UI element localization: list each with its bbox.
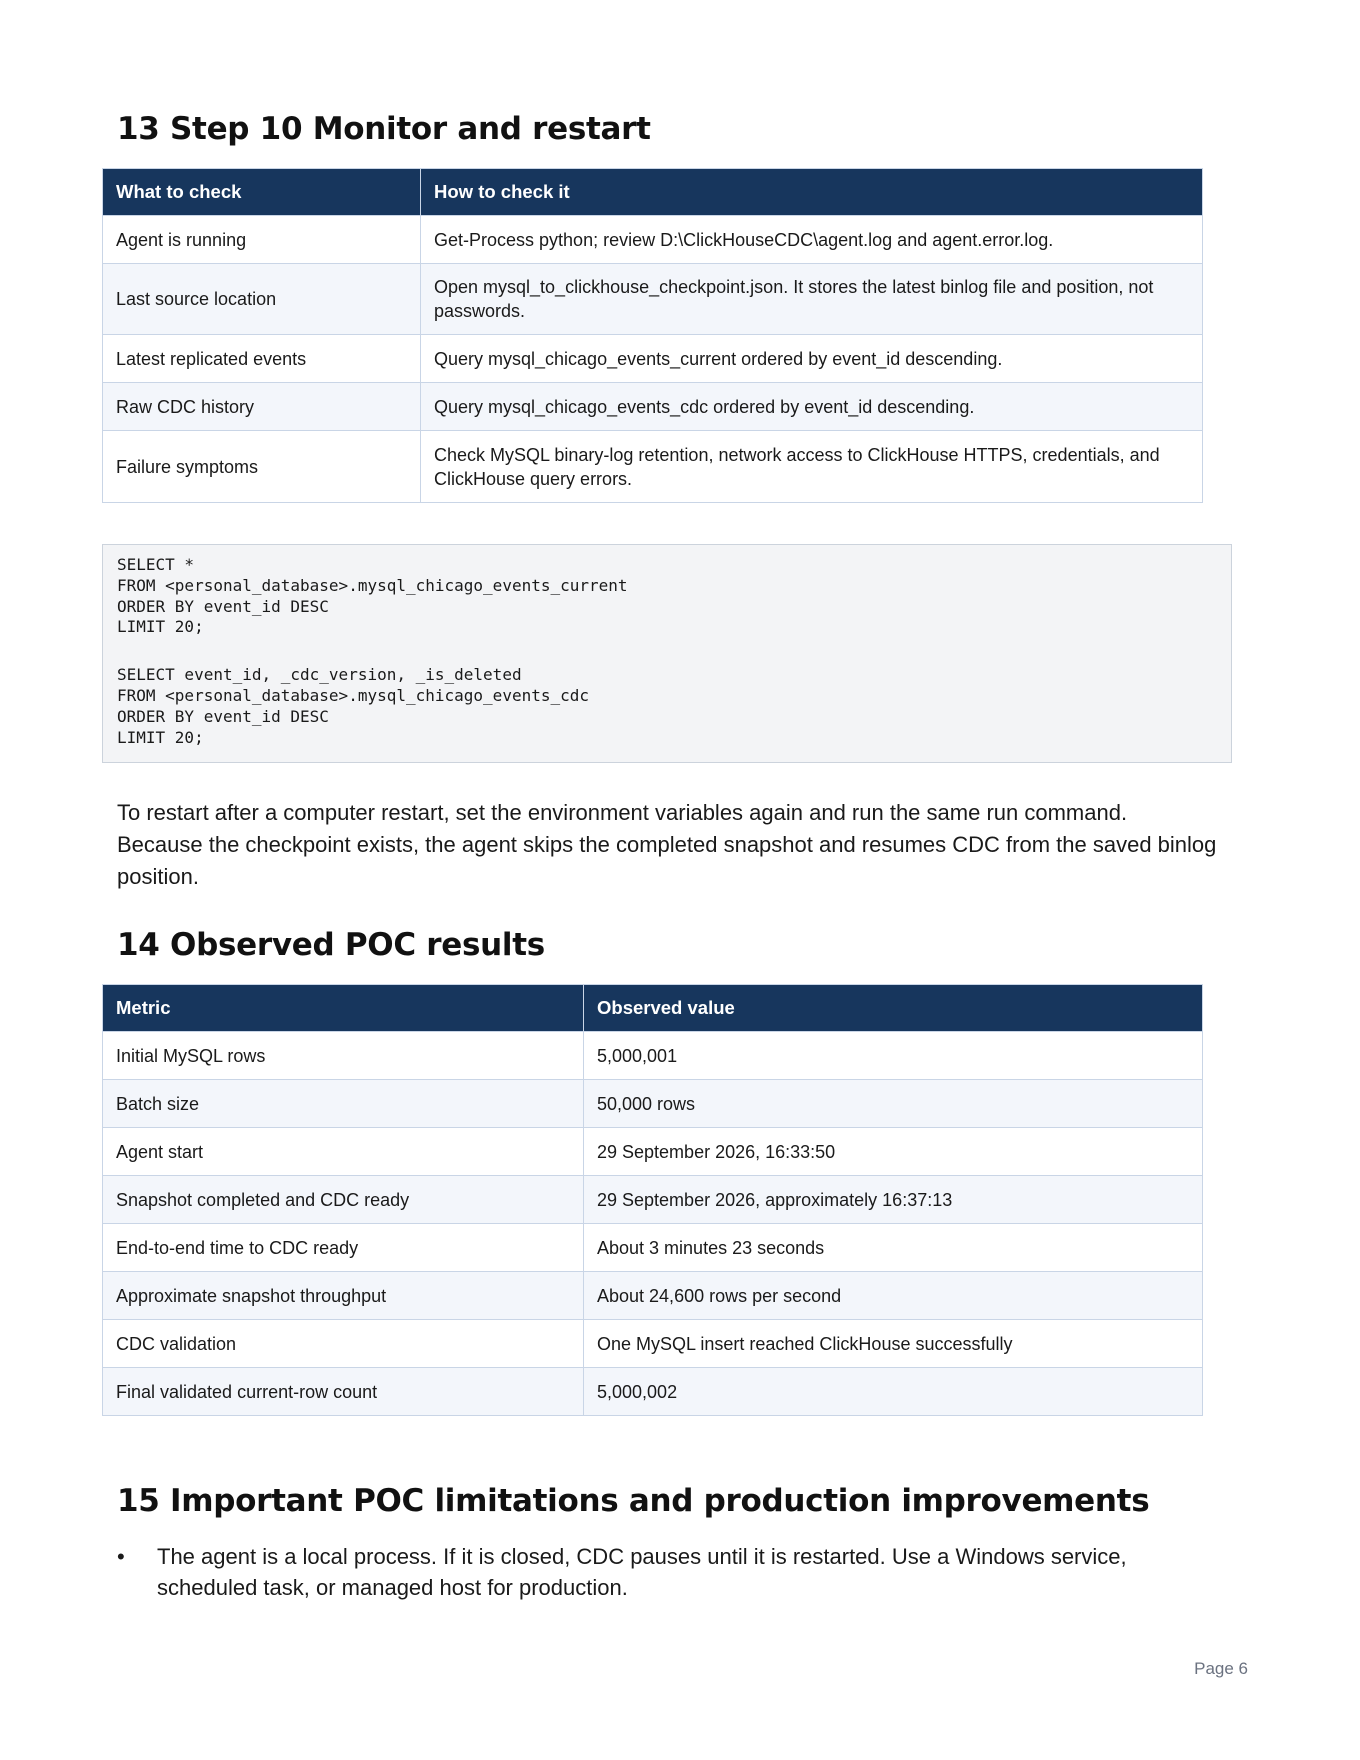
table-cell: Batch size	[103, 1080, 584, 1128]
table-cell: About 24,600 rows per second	[584, 1272, 1203, 1320]
table-cell: 5,000,002	[584, 1368, 1203, 1416]
table-row	[103, 1224, 1203, 1272]
table-row	[103, 383, 1203, 431]
table-cell: 29 September 2026, approximately 16:37:13	[584, 1176, 1203, 1224]
code-line: ORDER BY event_id DESC	[117, 596, 329, 616]
code-line: SELECT event_id, _cdc_version, _is_deleted	[117, 665, 522, 685]
table-row	[103, 1272, 1203, 1320]
restart-paragraph: To restart after a computer restart, set the environment variables again and run the same run command. Because the checkpoint exists, the agent skips the completed snapshot and resumes CDC from the saved binlog position.	[117, 800, 1217, 889]
table-row	[103, 1032, 1203, 1080]
table-cell: Last source location	[103, 264, 421, 335]
bullet-icon: •	[117, 1544, 125, 1569]
section-15-heading: 15 Important POC limitations and production improvements	[117, 1483, 1150, 1519]
results-table	[102, 984, 1203, 1416]
results-header-value: Observed value	[584, 985, 1203, 1032]
list-item	[117, 1541, 1197, 1603]
page-number: Page 6	[1194, 1659, 1248, 1678]
table-cell: End-to-end time to CDC ready	[103, 1224, 584, 1272]
table-row	[103, 1368, 1203, 1416]
code-line: SELECT *	[117, 555, 195, 574]
limitations-list	[117, 1541, 1197, 1603]
table-row	[103, 1080, 1203, 1128]
list-item-text: The agent is a local process. If it is closed, CDC pauses until it is restarted. Use a Windows service, scheduled task, or managed host for production.	[157, 1544, 1127, 1600]
table-cell: Latest replicated events	[103, 335, 421, 383]
monitor-table	[102, 168, 1203, 503]
table-row	[103, 1176, 1203, 1224]
code-line: LIMIT 20;	[117, 727, 204, 747]
monitor-header-what: What to check	[103, 169, 421, 216]
table-cell: Raw CDC history	[103, 383, 421, 431]
table-cell: Failure symptoms	[103, 431, 421, 503]
table-cell: Approximate snapshot throughput	[103, 1272, 584, 1320]
table-cell: Initial MySQL rows	[103, 1032, 584, 1080]
table-cell: Agent start	[103, 1128, 584, 1176]
section-14-heading: 14 Observed POC results	[117, 927, 545, 963]
code-line: FROM <personal_database>.mysql_chicago_events_current	[117, 575, 628, 595]
table-cell: Open mysql_to_clickhouse_checkpoint.json. It stores the latest binlog file and position, not passwords.	[421, 264, 1203, 335]
table-row	[103, 431, 1203, 503]
table-cell: Query mysql_chicago_events_current ordered by event_id descending.	[421, 335, 1203, 383]
table-cell: Query mysql_chicago_events_cdc ordered by event_id descending.	[421, 383, 1203, 431]
table-cell: 5,000,001	[584, 1032, 1203, 1080]
table-row	[103, 1128, 1203, 1176]
code-line: FROM <personal_database>.mysql_chicago_events_cdc	[117, 685, 590, 705]
table-row	[103, 216, 1203, 264]
table-cell: Agent is running	[103, 216, 421, 264]
table-cell: 29 September 2026, 16:33:50	[584, 1128, 1203, 1176]
sql-code-block	[102, 544, 1232, 763]
section-13-heading: 13 Step 10 Monitor and restart	[117, 111, 651, 147]
table-cell: CDC validation	[103, 1320, 584, 1368]
code-spacer	[117, 638, 1217, 665]
table-row	[103, 1320, 1203, 1368]
table-cell: One MySQL insert reached ClickHouse successfully	[584, 1320, 1203, 1368]
table-cell: About 3 minutes 23 seconds	[584, 1224, 1203, 1272]
table-row	[103, 335, 1203, 383]
code-line: LIMIT 20;	[117, 617, 204, 637]
table-row	[103, 264, 1203, 335]
table-cell: Final validated current-row count	[103, 1368, 584, 1416]
results-header-metric: Metric	[103, 985, 584, 1032]
table-cell: Snapshot completed and CDC ready	[103, 1176, 584, 1224]
table-cell: Check MySQL binary-log retention, network access to ClickHouse HTTPS, credentials, and ClickHouse query errors.	[421, 431, 1203, 503]
table-cell: Get-Process python; review D:\ClickHouseCDC\agent.log and agent.error.log.	[421, 216, 1203, 264]
code-line: ORDER BY event_id DESC	[117, 706, 329, 726]
table-cell: 50,000 rows	[584, 1080, 1203, 1128]
monitor-header-how: How to check it	[421, 169, 1203, 216]
